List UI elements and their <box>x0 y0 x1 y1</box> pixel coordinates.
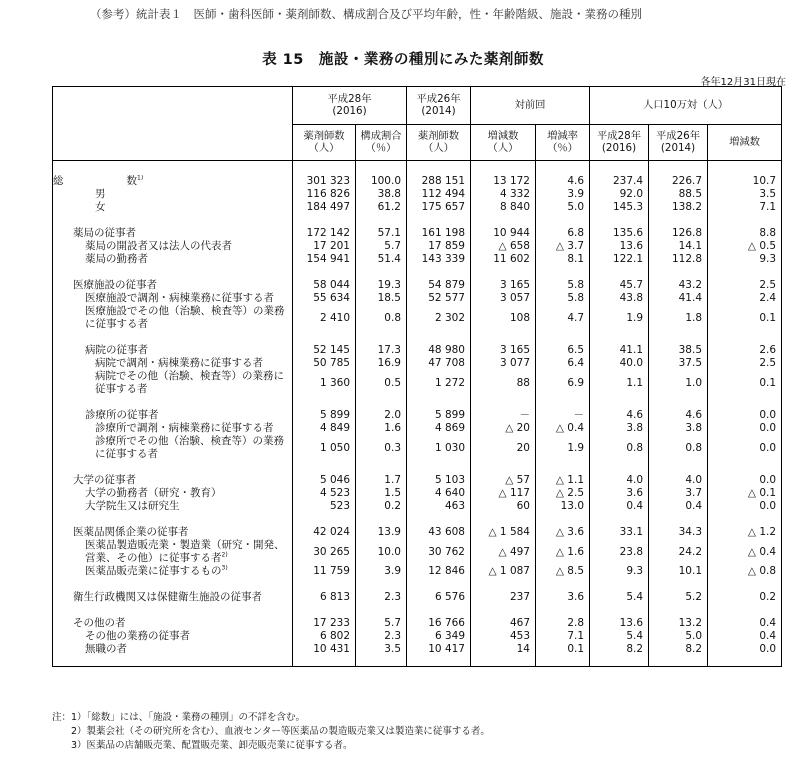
value-column-per100k-change <box>708 161 782 667</box>
row-label: 薬局の従事者 <box>73 227 136 239</box>
row-value: 0.2 <box>759 591 777 603</box>
row-value: 0.4 <box>759 630 777 642</box>
row-value: 43 608 <box>428 526 465 538</box>
row-value: 1 050 <box>319 442 350 454</box>
row-value: 13.6 <box>619 617 644 629</box>
row-value: 3 057 <box>499 292 530 304</box>
row-value: 1.9 <box>567 442 585 454</box>
row-label: 医療施設でその他（治験、検査等）の業務に従事する者 <box>85 305 285 330</box>
row-value: 3.7 <box>685 487 703 499</box>
row-value: 0.2 <box>384 500 401 512</box>
col-ratio: 構成割合 （％） <box>356 125 407 161</box>
date-note: 各年12月31日現在 <box>700 77 786 88</box>
row-value: 38.5 <box>678 344 703 356</box>
row-label: 大学の勤務者（研究・教育） <box>85 487 222 499</box>
row-value: △ 20 <box>505 422 530 434</box>
row-value: 13.6 <box>619 240 644 252</box>
row-value: 7.1 <box>567 630 585 642</box>
row-value: 4.0 <box>626 474 644 486</box>
value-column-per100k-h26 <box>649 161 708 667</box>
row-value: △ 1.6 <box>555 546 585 558</box>
row-value: 30 762 <box>428 546 465 558</box>
row-value: 43.8 <box>619 292 644 304</box>
col-change: 増減数 （人） <box>471 125 536 161</box>
row-value: 47 708 <box>428 357 465 369</box>
row-value: 2.5 <box>759 357 777 369</box>
row-value: 2.5 <box>759 279 777 291</box>
row-value: 54 879 <box>428 279 465 291</box>
row-value: 41.1 <box>619 344 644 356</box>
row-value: 0.1 <box>759 377 777 389</box>
row-value: 40.0 <box>619 357 644 369</box>
row-value: 108 <box>509 312 530 324</box>
row-value: △ 3.6 <box>555 526 585 538</box>
row-value: 2.8 <box>567 617 585 629</box>
row-value: 10 417 <box>428 643 465 655</box>
row-value: 8 840 <box>499 201 530 213</box>
value-column-pharm-h26 <box>407 161 471 667</box>
row-value: 5 046 <box>319 474 350 486</box>
row-value: 37.5 <box>678 357 703 369</box>
row-value: 5 103 <box>434 474 465 486</box>
row-label: 薬局の開設者又は法人の代表者 <box>85 240 232 252</box>
row-value: 9.3 <box>759 253 777 265</box>
footnote-3: 3）医薬品の店舗販売業、配置販売業、卸売販売業に従事する者。 <box>52 740 353 751</box>
row-value: 2.0 <box>384 409 401 421</box>
row-value: 57.1 <box>377 227 401 239</box>
row-value: 45.7 <box>619 279 644 291</box>
col-pharm-h28: 薬剤師数 （人） <box>293 125 356 161</box>
row-value: 3.8 <box>685 422 703 434</box>
row-value: 30 265 <box>313 546 350 558</box>
row-value: 3.9 <box>567 188 585 200</box>
row-value: 0.0 <box>759 422 777 434</box>
row-value: 13.2 <box>678 617 703 629</box>
row-value: 2.4 <box>759 292 777 304</box>
row-value: 13.0 <box>560 500 585 512</box>
row-value: 2.3 <box>384 630 401 642</box>
row-value: 18.5 <box>377 292 401 304</box>
row-value: 467 <box>509 617 530 629</box>
row-value: 1.0 <box>685 377 703 389</box>
row-value: △ 2.5 <box>555 487 585 499</box>
row-value: 2.6 <box>759 344 777 356</box>
group-h26: 平成26年 (2014) <box>407 87 471 125</box>
row-value: 16 766 <box>428 617 465 629</box>
row-value: 172 142 <box>306 227 350 239</box>
row-value: 1.7 <box>384 474 401 486</box>
row-value: 237.4 <box>612 175 644 187</box>
row-value: 5.7 <box>384 240 401 252</box>
row-value: △ 3.7 <box>555 240 585 252</box>
row-value: 4.7 <box>567 312 585 324</box>
row-value: 4.6 <box>567 175 585 187</box>
row-value: 122.1 <box>612 253 644 265</box>
row-value: △ 0.4 <box>747 546 777 558</box>
row-value: 0.0 <box>759 474 777 486</box>
row-label: 衛生行政機関又は保健衛生施設の従事者 <box>73 591 262 603</box>
row-label: 病院でその他（治験、検査等）の業務に従事する者 <box>95 370 284 395</box>
row-value: 5 899 <box>434 409 465 421</box>
row-value: 34.3 <box>678 526 703 538</box>
row-value: 5.4 <box>626 591 644 603</box>
row-value: 10 431 <box>313 643 350 655</box>
row-value: 13.9 <box>377 526 401 538</box>
row-value: 58 044 <box>313 279 350 291</box>
value-column-change <box>471 161 536 667</box>
row-value: 61.2 <box>377 201 401 213</box>
row-value: 3.5 <box>384 643 401 655</box>
row-value: 5 899 <box>319 409 350 421</box>
row-value: 0.8 <box>626 442 644 454</box>
row-value: 5.0 <box>685 630 703 642</box>
row-label: 診療所の従事者 <box>85 409 159 421</box>
row-label: その他の業務の従事者 <box>85 630 190 642</box>
row-value: 0.0 <box>759 643 777 655</box>
row-value: 1 272 <box>434 377 465 389</box>
row-value: 60 <box>516 500 530 512</box>
row-value: 8.8 <box>759 227 777 239</box>
row-value: 52 145 <box>313 344 350 356</box>
row-value: 112 494 <box>421 188 465 200</box>
row-value: 12 846 <box>428 565 465 577</box>
row-value: 51.4 <box>377 253 401 265</box>
row-value: 3.8 <box>626 422 644 434</box>
row-value: 88 <box>516 377 530 389</box>
row-value: 4 523 <box>319 487 350 499</box>
row-label: 医薬品販売業に従事するもの$^{3)}$ <box>85 565 228 577</box>
row-value: 4.6 <box>685 409 703 421</box>
row-value: 126.8 <box>671 227 703 239</box>
row-value: 1.9 <box>626 312 644 324</box>
row-value: 6.4 <box>567 357 585 369</box>
group-per100k: 人口10万対（人） <box>590 87 782 125</box>
row-value: △ 1.1 <box>555 474 585 486</box>
row-label: 診療所でその他（治験、検査等）の業務に従事する者 <box>95 435 284 460</box>
row-value: 2 302 <box>434 312 465 324</box>
row-value: △ 117 <box>498 487 530 499</box>
row-value: 0.3 <box>384 442 401 454</box>
row-value: △ 0.1 <box>747 487 777 499</box>
row-value: 43.2 <box>678 279 703 291</box>
value-column-pharm-h28 <box>293 161 356 667</box>
footnote-2: 2）製薬会社（その研究所を含む）、血液センター等医薬品の製造販売業又は製造業に従事する者。 <box>52 726 490 737</box>
row-value: △ 0.5 <box>747 240 777 252</box>
table-title: 表 15 施設・業務の種別にみた薬剤師数 <box>262 52 544 68</box>
col-pharm-h26: 薬剤師数 （人） <box>407 125 471 161</box>
row-label: 大学の従事者 <box>73 474 136 486</box>
row-value: 2.3 <box>384 591 401 603</box>
row-value: △ 8.5 <box>555 565 585 577</box>
row-value: 4.0 <box>685 474 703 486</box>
row-value: 10 944 <box>493 227 530 239</box>
row-value: 8.2 <box>685 643 703 655</box>
row-value: 24.2 <box>678 546 703 558</box>
row-value: 463 <box>444 500 465 512</box>
row-value: 453 <box>509 630 530 642</box>
row-value: 523 <box>329 500 350 512</box>
row-label: 病院の従事者 <box>85 344 148 356</box>
row-value: 1.6 <box>384 422 401 434</box>
row-value: 1.1 <box>626 377 644 389</box>
row-value: 237 <box>509 591 530 603</box>
row-value: 41.4 <box>678 292 703 304</box>
row-value: 5.8 <box>567 279 585 291</box>
row-value: 23.8 <box>619 546 644 558</box>
label-header-cell <box>53 87 293 161</box>
row-value: △ 57 <box>505 474 530 486</box>
row-value: 3.6 <box>626 487 644 499</box>
row-value: 17 233 <box>313 617 350 629</box>
row-value: 11 602 <box>493 253 530 265</box>
row-value: △ 658 <box>498 240 530 252</box>
row-value: － <box>573 409 585 421</box>
row-value: △ 1.2 <box>747 526 777 538</box>
row-value: 0.4 <box>759 617 777 629</box>
row-value: 17.3 <box>377 344 401 356</box>
row-value: 6 802 <box>319 630 350 642</box>
row-label: 医療施設で調剤・病棟業務に従事する者 <box>85 292 274 304</box>
row-value: △ 1 584 <box>488 526 530 538</box>
row-value: 100.0 <box>370 175 401 187</box>
col-per100k-h26: 平成26年 (2014) <box>649 125 708 161</box>
row-value: 8.1 <box>567 253 585 265</box>
row-value: 5.8 <box>567 292 585 304</box>
row-value: 38.8 <box>377 188 401 200</box>
row-value: 13 172 <box>493 175 530 187</box>
row-value: 0.0 <box>759 442 777 454</box>
row-value: 52 577 <box>428 292 465 304</box>
row-value: 6 576 <box>434 591 465 603</box>
row-value: 0.8 <box>685 442 703 454</box>
col-per100k-h28: 平成28年 (2016) <box>590 125 649 161</box>
row-value: 11 759 <box>313 565 350 577</box>
row-value: 5.2 <box>685 591 703 603</box>
row-value: 154 941 <box>306 253 350 265</box>
row-value: 112.8 <box>671 253 703 265</box>
pharmacist-table <box>52 86 782 667</box>
row-value: 161 198 <box>421 227 465 239</box>
row-value: 4 849 <box>319 422 350 434</box>
row-value: 0.1 <box>567 643 585 655</box>
row-value: 55 634 <box>313 292 350 304</box>
row-value: △ 0.8 <box>747 565 777 577</box>
row-value: 19.3 <box>377 279 401 291</box>
row-label: 総 数$^{1)}$ <box>53 175 144 187</box>
row-value: 17 201 <box>313 240 350 252</box>
row-value: 143 339 <box>421 253 465 265</box>
row-value: 1 030 <box>434 442 465 454</box>
row-value: 288 151 <box>421 175 465 187</box>
row-value: 3.6 <box>567 591 585 603</box>
row-value: 4 332 <box>499 188 530 200</box>
row-value: 6.9 <box>567 377 585 389</box>
row-value: 42 024 <box>313 526 350 538</box>
row-label: その他の者 <box>73 617 126 629</box>
row-value: 6 349 <box>434 630 465 642</box>
row-value: 4 640 <box>434 487 465 499</box>
row-value: 5.4 <box>626 630 644 642</box>
row-label: 男 <box>95 188 106 200</box>
row-value: 3 165 <box>499 344 530 356</box>
row-value: 0.0 <box>759 500 777 512</box>
row-value: 14 <box>516 643 530 655</box>
row-value: 10.1 <box>678 565 703 577</box>
row-value: 20 <box>516 442 530 454</box>
value-column-ratio <box>356 161 407 667</box>
row-value: 116 826 <box>306 188 350 200</box>
row-label: 病院で調剤・病棟業務に従事する者 <box>95 357 263 369</box>
row-value: △ 1 087 <box>488 565 530 577</box>
footnotes <box>52 711 490 753</box>
row-label: 医療施設の従事者 <box>73 279 157 291</box>
row-value: 50 785 <box>313 357 350 369</box>
row-value: 135.6 <box>612 227 644 239</box>
row-value: 92.0 <box>619 188 644 200</box>
col-per100k-change: 増減数 <box>708 125 782 161</box>
row-value: 6 813 <box>319 591 350 603</box>
row-value: 0.4 <box>626 500 644 512</box>
reference-header: （参考）統計表１ 医師・歯科医師・薬剤師数、構成割合及び平均年齢，性・年齢階級、施設・業務の種別 <box>90 7 642 21</box>
label-column <box>53 161 293 667</box>
row-value: 10.7 <box>752 175 777 187</box>
row-value: △ 497 <box>498 546 530 558</box>
row-value: 3 077 <box>499 357 530 369</box>
row-value: － <box>519 409 530 421</box>
row-value: 301 323 <box>306 175 350 187</box>
footnote-1: 注：1）「総数」には、「施設・業務の種別」の不詳を含む。 <box>52 712 306 723</box>
row-value: 1.8 <box>685 312 703 324</box>
row-value: 0.0 <box>759 409 777 421</box>
row-value: 3 165 <box>499 279 530 291</box>
row-value: 5.0 <box>567 201 585 213</box>
row-value: 1.5 <box>384 487 401 499</box>
row-value: 138.2 <box>671 201 703 213</box>
row-value: 0.4 <box>685 500 703 512</box>
row-value: 4.6 <box>626 409 644 421</box>
row-value: 175 657 <box>421 201 465 213</box>
row-label: 医薬品関係企業の従事者 <box>73 526 189 538</box>
group-h28: 平成28年 (2016) <box>293 87 407 125</box>
value-column-rate <box>536 161 590 667</box>
row-label: 無職の者 <box>85 643 127 655</box>
row-value: 0.8 <box>384 312 401 324</box>
group-diff: 対前回 <box>471 87 590 125</box>
row-value: 6.5 <box>567 344 585 356</box>
row-value: 17 859 <box>428 240 465 252</box>
row-value: 226.7 <box>671 175 703 187</box>
row-value: 4 869 <box>434 422 465 434</box>
row-value: 88.5 <box>678 188 703 200</box>
row-value: 184 497 <box>306 201 350 213</box>
row-label: 大学院生又は研究生 <box>85 500 180 512</box>
row-value: 33.1 <box>619 526 644 538</box>
row-label: 女 <box>95 201 106 213</box>
row-value: 10.0 <box>377 546 401 558</box>
row-value: △ 0.4 <box>555 422 585 434</box>
row-value: 145.3 <box>612 201 644 213</box>
row-value: 3.5 <box>759 188 777 200</box>
row-label: 医薬品製造販売業・製造業（研究・開発、営業、その他）に従事する者$^{2)}$ <box>85 539 285 564</box>
row-value: 16.9 <box>377 357 401 369</box>
row-value: 6.8 <box>567 227 585 239</box>
value-column-per100k-h28 <box>590 161 649 667</box>
row-value: 8.2 <box>626 643 644 655</box>
row-label: 診療所で調剤・病棟業務に従事する者 <box>95 422 274 434</box>
row-value: 0.5 <box>384 377 401 389</box>
row-value: 5.7 <box>384 617 401 629</box>
row-value: 2 410 <box>319 312 350 324</box>
row-value: 3.9 <box>384 565 401 577</box>
row-value: 9.3 <box>626 565 644 577</box>
col-rate: 増減率 （％） <box>536 125 590 161</box>
row-value: 7.1 <box>759 201 777 213</box>
row-value: 0.1 <box>759 312 777 324</box>
row-value: 14.1 <box>678 240 703 252</box>
row-value: 1 360 <box>319 377 350 389</box>
row-label: 薬局の勤務者 <box>85 253 148 265</box>
row-value: 48 980 <box>428 344 465 356</box>
